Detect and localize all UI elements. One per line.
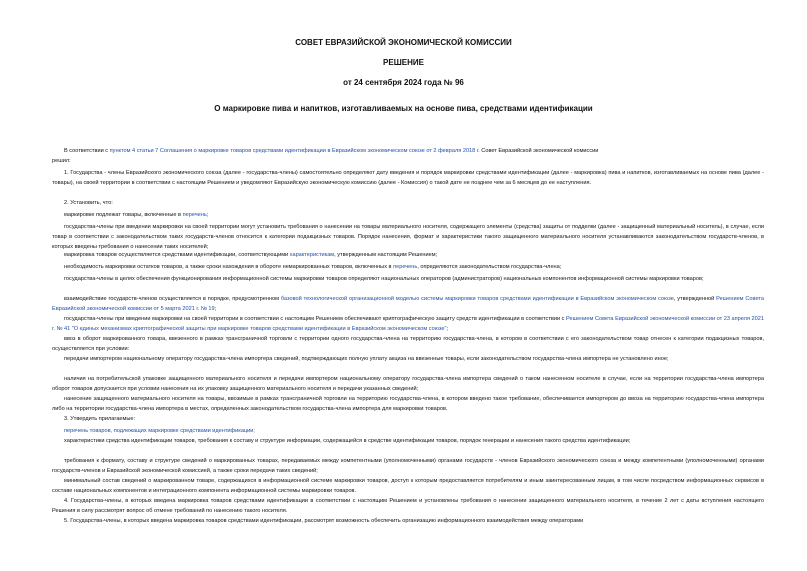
paragraph-3c: требования к формату, составу и структуре сведений о маркированных товарах, передаваемых между компетентными (уполномоченными) органами государств - членов Евразийского экономического союза и между компетентными (уполномоченными) органами государств-членов и Евразийской экономической комиссией, а также сроки передачи таких сведений; — [52, 458, 764, 474]
document-type: РЕШЕНИЕ — [383, 58, 424, 67]
paragraph-2h: ввоз в оборот маркированного товара, ввезенного в рамках трансграничной торговли с территории одного государства-члена на территорию государства-члена, в котором в соответствии с его законодательством товар отнесен к категории подакцизных товаров, осуществляется при условии: — [52, 336, 764, 352]
paragraph-2b: государства-члены при введении маркировки на своей территории могут установить требования о нанесении на товары материального носителя, содержащего элементы (средства) защиты от подделки (далее - защищенный материальный носитель), в случае, если товар в соответствии с законодательством таких государств-членов относится к категории подакцизных товаров. Порядок нанесения, формат и характеристики такого защищенного материального носителя устанавливаются законодательством государств-членов, в которых введены требования о нанесении таких носителей; — [52, 224, 764, 250]
paragraph-3a-link[interactable]: перечень товаров, подлежащих маркировке средствами идентификации; — [64, 428, 255, 434]
paragraph-2c: маркировка товаров осуществляется средствами идентификации, соответствующими характеристикам, утвержденным настоящим Решением; — [64, 252, 438, 258]
organization-heading: СОВЕТ ЕВРАЗИЙСКОЙ ЭКОНОМИЧЕСКОЙ КОМИССИИ — [295, 38, 512, 47]
paragraph-5: 5. Государства-члены, в которых введена маркировка товаров средствами идентификации, рассмотрят возможность обеспечить организацию информационного взаимодействия между операторами — [64, 518, 584, 524]
preamble-resolved: решил: — [52, 158, 71, 164]
paragraph-2j: наличия на потребительской упаковке защищенного материального носителя и передачи импортером национальному оператору государства-члена импортера сведений о таком нанесенном носителе в случае, если на территории государства-члена импортера оборот товаров допускается при условии нанесения на их упаковку защищенного материального носителя и передачи указанных сведений; — [52, 376, 764, 392]
council-decision-41-link[interactable]: Решением Совета Евразийской экономической комиссии от 23 апреля 2021 г. № 41 "О единых механизмах криптографической защиты при маркировке товаров средствами идентификации в Евразийском экономическом союзе" — [52, 316, 764, 332]
paragraph-2d: необходимость маркировки остатков товаров, а также сроки нахождения в обороте немаркированных товаров, включенных в перечень, определяются законодательством государства-члена; — [64, 264, 562, 270]
council-decision-19-link[interactable]: Решением Совета Евразийской экономической комиссии от 5 марта 2021 г. № 19 — [52, 296, 764, 312]
paragraph-3d: минимальный состав сведений о маркированном товаре, содержащихся в информационной системе маркировки товаров, доступ к которым предоставляется потребителям и иным заинтересованным лицам, в том числе посредством информационных сервисов в составе национальных компонентов и интеграционного компонента информационной системы маркировки товаров. — [52, 478, 764, 494]
paragraph-4: 4. Государства-члены, в которых введена маркировка товаров средствами идентификации в соответствии с настоящим Решением и установлены требования о нанесении защищенного материального носителя, в течение 2 лет с даты вступления настоящего Решения в силу рассмотрят вопрос об отмене требований по нанесению такого носителя. — [52, 498, 764, 514]
list-link-2[interactable]: перечень — [393, 264, 418, 270]
document-date: от 24 сентября 2024 года № 96 — [343, 78, 464, 87]
preamble: В соответствии с пунктом 4 статьи 7 Соглашения о маркировке товаров средствами идентификации в Евразийском экономическом союзе от 2 февраля 2018 г. Совет Евразийской экономической комиссии — [64, 148, 599, 154]
characteristics-link[interactable]: характеристикам — [289, 252, 335, 258]
paragraph-3: 3. Утвердить прилагаемые: — [64, 416, 136, 422]
paragraph-2i: передачи импортером национальному оператору государства-члена импортера сведений, подтверждающих полную уплату акциза на ввезенные товары, если законодательством государства-члена импортера не установлено иное; — [64, 356, 669, 362]
document-title: О маркировке пива и напитков, изготавливаемых на основе пива, средствами идентификации — [214, 104, 593, 113]
paragraph-2k: нанесение защищенного материального носителя на товары, ввозимые в рамках трансграничной торговли на территорию государства-члена, в котором введено такое требование, обеспечивается импортером до ввоза на территорию государства-члена импортера либо на территории государства-члена импортера в местах, определенных законодательством государства-члена импортера для маркировки товаров. — [52, 396, 764, 412]
paragraph-1: 1. Государства - члены Евразийского экономического союза (далее - государства-члены) самостоятельно определяют дату введения и порядок маркировки средствами идентификации (далее - маркировка) пива и напитков, изготавливаемых на основе пива (далее - товары), на своей территории в соответствии с настоящим Решением и уведомляют Евразийскую экономическую комиссию (далее - Комиссия) о такой дате не позднее чем за 6 месяцев до ее наступления. — [52, 170, 764, 186]
paragraph-2g: государства-члены при введении маркировки на своей территории в соответствии с настоящим Решением обеспечивают криптографическую защиту средств идентификации в соответствии с Решением Совета Евразийской экономической комиссии от 23 апреля 2021 г. № 41 "О единых механизмах криптографической защиты при маркировке товаров средствами идентификации в Евразийском экономическом союзе"; — [52, 316, 764, 332]
paragraph-3b: характеристики средства идентификации товаров, требования к составу и структуре информации, содержащейся в средстве идентификации товаров, порядок генерации и нанесения такого средства идентификации; — [64, 438, 631, 444]
paragraph-2e: государства-члены в целях обеспечения функционирования информационной системы маркировки товаров определяют национальных операторов (администраторов) национальных компонентов информационной системы маркировки товаров; — [64, 276, 704, 282]
paragraph-2f: взаимодействие государств-членов осуществляется в порядке, предусмотренном базовой технологической организационной моделью системы маркировки товаров средствами идентификации в Евразийском экономическом союзе, утвержденной Решением Совета Евразийской экономической комиссии от 5 марта 2021 г. № 19; — [52, 296, 764, 312]
agreement-link[interactable]: пунктом 4 статьи 7 Соглашения о маркировке товаров средствами идентификации в Евразийском экономическом союзе от 2 февраля 2018 г. — [109, 148, 480, 154]
base-model-link[interactable]: базовой технологической организационной моделью системы маркировки товаров средствами идентификации в Евразийском экономическом союзе — [280, 296, 674, 302]
paragraph-2a: маркировке подлежат товары, включенные в перечень; — [64, 212, 209, 218]
paragraph-2: 2. Установить, что: — [64, 200, 113, 206]
list-link[interactable]: перечень — [182, 212, 207, 218]
